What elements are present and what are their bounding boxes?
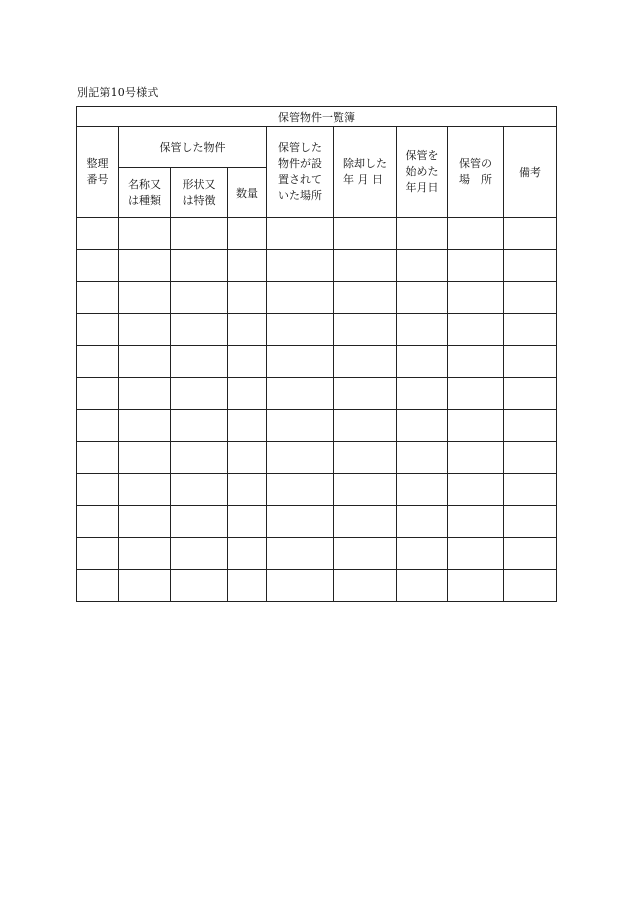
table-row [77,538,557,570]
ledger-body [77,218,557,602]
cell-installed-location [267,474,334,506]
cell-serial-number [77,282,119,314]
cell-removal-date [334,282,397,314]
cell-storage-start-date [397,410,448,442]
cell-serial-number [77,218,119,250]
cell-removal-date [334,442,397,474]
cell-storage-location [448,410,504,442]
table-row [77,250,557,282]
cell-storage-location [448,538,504,570]
cell-serial-number [77,442,119,474]
cell-quantity [228,314,267,346]
cell-remarks [504,442,557,474]
cell-shape-or-features [171,442,228,474]
cell-removal-date [334,474,397,506]
cell-removal-date [334,410,397,442]
cell-removal-date [334,378,397,410]
cell-installed-location [267,314,334,346]
stored-items-ledger-table [76,106,557,602]
cell-storage-start-date [397,314,448,346]
cell-storage-start-date [397,378,448,410]
cell-quantity [228,282,267,314]
cell-shape-or-features [171,538,228,570]
cell-serial-number [77,346,119,378]
cell-removal-date [334,506,397,538]
header-installed-location: 保管した 物件が設 置されて いた場所 [267,127,334,218]
cell-shape-or-features [171,282,228,314]
cell-storage-location [448,218,504,250]
cell-shape-or-features [171,346,228,378]
cell-quantity [228,570,267,602]
cell-name-or-type [119,346,171,378]
table-row [77,378,557,410]
cell-storage-location [448,314,504,346]
cell-installed-location [267,538,334,570]
cell-quantity [228,218,267,250]
cell-quantity [228,410,267,442]
cell-storage-start-date [397,442,448,474]
header-storage-location: 保管の 場 所 [448,127,504,218]
table-row [77,442,557,474]
table-row [77,218,557,250]
cell-storage-start-date [397,474,448,506]
cell-remarks [504,474,557,506]
cell-installed-location [267,442,334,474]
header-remarks: 備考 [504,127,557,218]
cell-name-or-type [119,538,171,570]
cell-removal-date [334,314,397,346]
cell-name-or-type [119,410,171,442]
cell-storage-start-date [397,250,448,282]
cell-installed-location [267,282,334,314]
cell-serial-number [77,410,119,442]
cell-quantity [228,506,267,538]
cell-quantity [228,474,267,506]
cell-serial-number [77,314,119,346]
table-row [77,314,557,346]
ledger-title: 保管物件一覧簿 [77,107,557,127]
cell-serial-number [77,378,119,410]
cell-removal-date [334,570,397,602]
header-stored-items-group: 保管した物件 [119,127,267,168]
header-removal-date: 除却した 年 月 日 [334,127,397,218]
cell-remarks [504,506,557,538]
cell-removal-date [334,538,397,570]
cell-name-or-type [119,570,171,602]
cell-quantity [228,538,267,570]
cell-installed-location [267,410,334,442]
cell-serial-number [77,474,119,506]
cell-remarks [504,314,557,346]
table-row [77,570,557,602]
table-row [77,282,557,314]
cell-storage-location [448,378,504,410]
cell-storage-location [448,250,504,282]
cell-quantity [228,346,267,378]
header-quantity: 数量 [228,168,267,218]
cell-storage-start-date [397,282,448,314]
cell-shape-or-features [171,314,228,346]
table-row [77,506,557,538]
cell-quantity [228,378,267,410]
table-row [77,346,557,378]
cell-removal-date [334,346,397,378]
cell-storage-start-date [397,538,448,570]
cell-installed-location [267,570,334,602]
cell-serial-number [77,538,119,570]
cell-remarks [504,218,557,250]
cell-name-or-type [119,218,171,250]
cell-name-or-type [119,506,171,538]
cell-installed-location [267,346,334,378]
cell-name-or-type [119,314,171,346]
cell-shape-or-features [171,474,228,506]
cell-storage-location [448,282,504,314]
cell-name-or-type [119,474,171,506]
cell-remarks [504,346,557,378]
cell-quantity [228,442,267,474]
cell-name-or-type [119,250,171,282]
cell-remarks [504,570,557,602]
form-number-label: 別記第10号様式 [77,86,159,99]
header-name-or-type: 名称又 は種類 [119,168,171,218]
cell-remarks [504,410,557,442]
cell-storage-location [448,346,504,378]
header-serial-number: 整理 番号 [77,127,119,218]
cell-name-or-type [119,442,171,474]
cell-installed-location [267,378,334,410]
table-row [77,410,557,442]
cell-installed-location [267,250,334,282]
cell-installed-location [267,506,334,538]
cell-shape-or-features [171,378,228,410]
cell-serial-number [77,250,119,282]
cell-remarks [504,538,557,570]
table-row [77,474,557,506]
cell-storage-start-date [397,506,448,538]
cell-storage-location [448,570,504,602]
cell-storage-location [448,474,504,506]
cell-storage-location [448,506,504,538]
cell-serial-number [77,506,119,538]
cell-storage-start-date [397,570,448,602]
cell-shape-or-features [171,218,228,250]
cell-installed-location [267,218,334,250]
cell-removal-date [334,250,397,282]
cell-name-or-type [119,378,171,410]
cell-shape-or-features [171,570,228,602]
cell-quantity [228,250,267,282]
cell-shape-or-features [171,250,228,282]
header-storage-start-date: 保管を 始めた 年月日 [397,127,448,218]
cell-storage-start-date [397,218,448,250]
cell-remarks [504,250,557,282]
header-shape-or-features: 形状又 は特徴 [171,168,228,218]
cell-shape-or-features [171,410,228,442]
cell-removal-date [334,218,397,250]
cell-serial-number [77,570,119,602]
cell-shape-or-features [171,506,228,538]
cell-remarks [504,282,557,314]
cell-storage-location [448,442,504,474]
cell-storage-start-date [397,346,448,378]
cell-name-or-type [119,282,171,314]
cell-remarks [504,378,557,410]
